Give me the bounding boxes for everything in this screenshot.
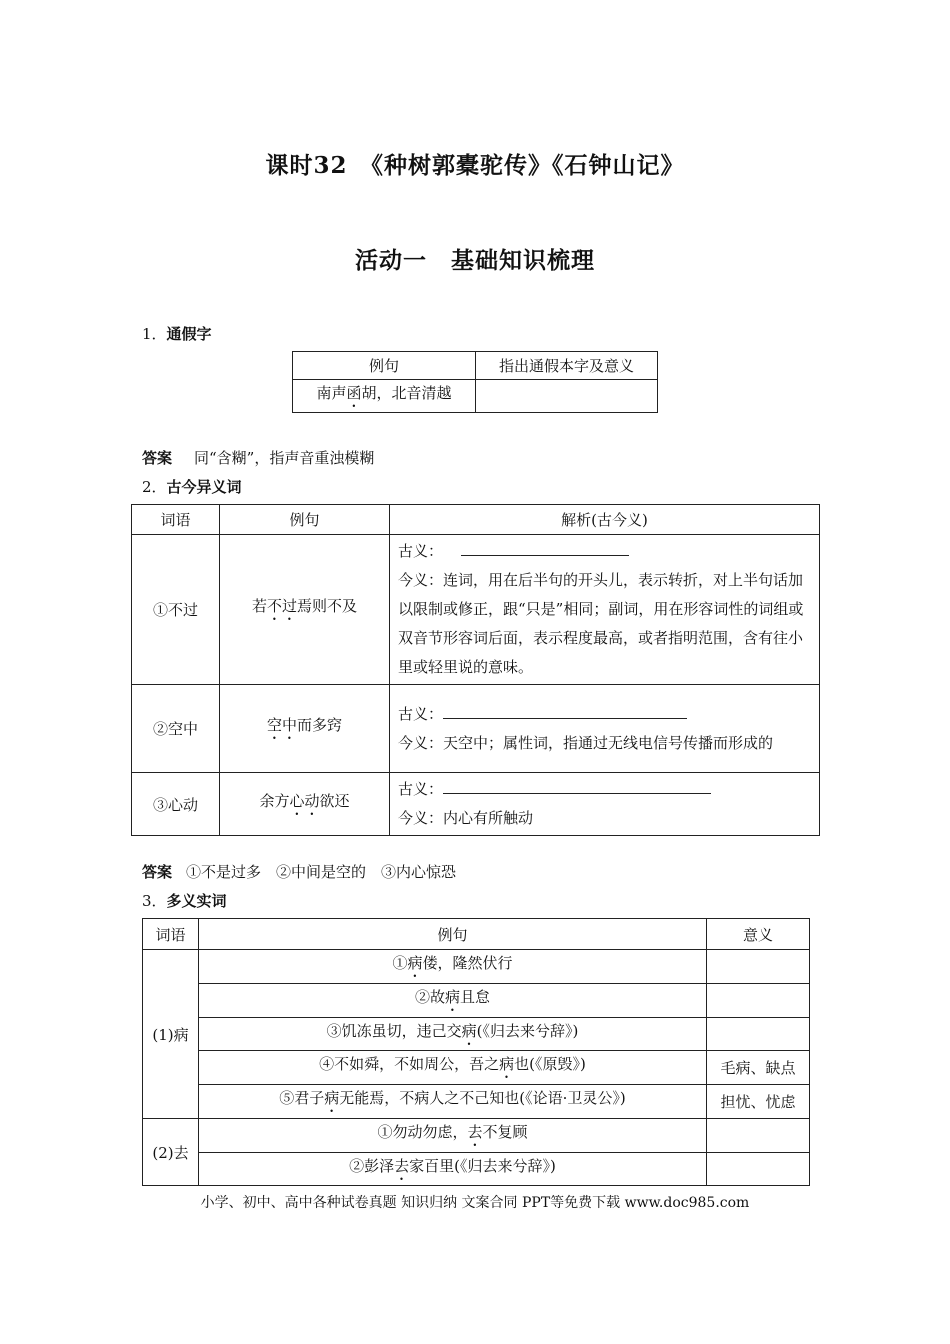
- answer-1: [142, 447, 374, 468]
- meaning-cell: [707, 950, 810, 984]
- emphasized-word: 病: [461, 1021, 477, 1040]
- table-row: [293, 380, 658, 413]
- duoyi-shici-table: [142, 918, 810, 1186]
- section-heading-1: [142, 323, 212, 344]
- meaning-cell: 毛病、缺点: [707, 1051, 810, 1085]
- answer-tag: 答案: [142, 863, 173, 881]
- table-row: [143, 1085, 810, 1119]
- example-sentence: 南声函胡，北音清越: [293, 380, 476, 413]
- gujin-yiyi-table: [131, 504, 820, 836]
- word-cell: ②空中: [132, 685, 220, 773]
- table-header: 例句: [220, 505, 390, 535]
- answer-tag: 答案: [142, 449, 173, 467]
- table-row: [143, 950, 810, 984]
- explanation-cell: [390, 773, 820, 836]
- answer-cell: [476, 380, 658, 413]
- example-sentence: ①病偻，隆然伏行: [199, 950, 707, 984]
- word-cell: ③心动: [132, 773, 220, 836]
- meaning-cell: [707, 1119, 810, 1153]
- answer-text: 同“含糊”，指声音重浊模糊: [194, 449, 375, 467]
- emphasized-word: 去: [467, 1123, 483, 1141]
- table-header: 词语: [143, 919, 199, 950]
- answer-text: ①不是过多 ②中间是空的 ③内心惊恐: [186, 863, 457, 881]
- explanation-cell: [390, 685, 820, 773]
- activity-heading: 活动一 基础知识梳理: [355, 247, 595, 274]
- fill-blank[interactable]: [443, 779, 711, 794]
- emphasized-word: 病: [407, 954, 423, 972]
- emphasized-word: 空中: [266, 716, 297, 734]
- example-sentence: 余方心动欲还: [220, 773, 390, 836]
- example-sentence: ④不如舜，不如周公，吾之病也(《原毁》): [199, 1051, 707, 1085]
- example-sentence: ③饥冻虽切，违己交病(《归去来兮辞》): [199, 1018, 707, 1051]
- ancient-meaning: 古义：: [398, 700, 811, 729]
- table-row: [132, 773, 820, 836]
- modern-meaning: 今义：天空中；属性词，指通过无线电信号传播而形成的: [398, 733, 774, 752]
- example-sentence: 空中而多窍: [220, 685, 390, 773]
- table-header: 解析(古今义): [390, 505, 820, 535]
- section-label: 古今异义词: [166, 478, 242, 496]
- table-row: [143, 1119, 810, 1153]
- section-number: 1．: [142, 325, 167, 343]
- emphasized-char: 函: [346, 383, 362, 402]
- section-number: 3．: [142, 892, 167, 910]
- table-header: 词语: [132, 505, 220, 535]
- example-sentence: 若不过焉则不及: [220, 535, 390, 685]
- word-cell: ①不过: [132, 535, 220, 685]
- meaning-cell: [707, 1153, 810, 1186]
- word-cell: (1)病: [143, 950, 199, 1119]
- emphasized-word: 病: [324, 1089, 340, 1107]
- table-header: 意义: [707, 919, 810, 950]
- table-row: [143, 984, 810, 1018]
- section-heading-3: [142, 890, 227, 911]
- tongjiazi-table: [292, 351, 658, 413]
- answer-2: [142, 861, 456, 882]
- example-sentence: ②彭泽去家百里(《归去来兮辞》): [199, 1153, 707, 1186]
- fill-blank[interactable]: [461, 541, 629, 556]
- modern-meaning: 今义：内心有所触动: [398, 809, 534, 827]
- meaning-cell: [707, 984, 810, 1018]
- emphasized-word: 病: [499, 1055, 515, 1073]
- emphasized-word: 不过: [266, 597, 297, 615]
- meaning-cell: 担忧、忧虑: [707, 1085, 810, 1119]
- table-row: [132, 535, 820, 685]
- fill-blank[interactable]: [443, 704, 687, 719]
- table-row: [143, 1153, 810, 1186]
- section-label: 通假字: [166, 325, 212, 343]
- table-header: 指出通假本字及意义: [476, 352, 658, 380]
- meaning-cell: [707, 1018, 810, 1051]
- ancient-meaning: 古义：: [398, 537, 811, 566]
- emphasized-word: 心动: [289, 791, 320, 810]
- example-sentence: ①勿动勿虑，去不复顾: [199, 1119, 707, 1153]
- page-footer: 小学、初中、高中各种试卷真题 知识归纳 文案合同 PPT等免费下载 www.doc985.com: [200, 1195, 750, 1211]
- emphasized-word: 去: [394, 1156, 410, 1175]
- ancient-meaning: 古义：: [398, 775, 811, 804]
- table-row: [143, 1018, 810, 1051]
- modern-meaning: 今义：连词，用在后半句的开头儿，表示转折，对上半句话加以限制或修正，跟“只是”相同；副词，用在形容词性的词组或双音节形容词后面，表示程度最高，或者指明范围，含有往小里或轻里说的意味。: [398, 571, 804, 676]
- table-row: [143, 1051, 810, 1085]
- table-header: 例句: [199, 919, 707, 950]
- table-header: 例句: [293, 352, 476, 380]
- emphasized-word: 病: [444, 988, 460, 1006]
- section-number: 2．: [142, 478, 167, 496]
- explanation-cell: [390, 535, 820, 685]
- example-sentence: ②故病且怠: [199, 984, 707, 1018]
- word-cell: (2)去: [143, 1119, 199, 1186]
- example-sentence: ⑤君子病无能焉，不病人之不己知也(《论语·卫灵公》): [199, 1085, 707, 1119]
- table-row: [132, 685, 820, 773]
- page-title: 课时32 《种树郭橐驼传》《石钟山记》: [265, 152, 685, 179]
- section-heading-2: [142, 476, 242, 497]
- section-label: 多义实词: [166, 892, 227, 910]
